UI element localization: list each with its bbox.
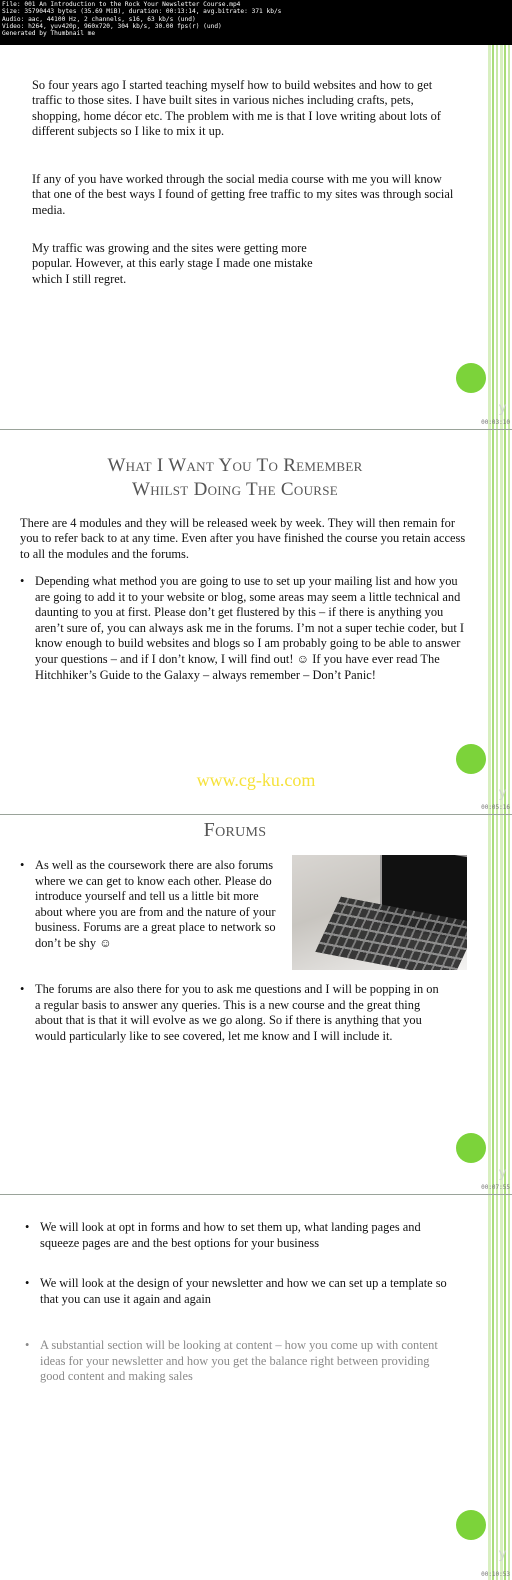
slide-title: Forums xyxy=(203,819,267,841)
bullet-marker: • xyxy=(25,1338,30,1352)
bullet-text: Depending what method you are going to use to set up your mailing list and how you are going to add it to your website or blog, some areas may seem a little technical and daunting to you at first. Please don’t get flustered by this – if there is anything you aren’t sure of, you can always ask me in the forums. I’m not a super techie coder, but I know enough to build websites and blogs so I am probably going to be able to answer your questions – and if I don’t know, I will find out! ☺ If you have ever read The Hitchhiker’s Guide to the Galaxy – always remember – Don’t Panic! xyxy=(35,574,465,682)
slide-green-dot xyxy=(456,1510,486,1540)
bullet-marker: • xyxy=(25,1276,30,1290)
bullet-text: The forums are also there for you to ask me questions and I will be popping in on a regular basis to answer any queries. This is a new course and the great thing about that is that it will evolve as we go along. So if there is anything that you would particularly like to see covered, let me know and I will include it. xyxy=(35,982,439,1043)
slide-bullet xyxy=(25,1276,457,1307)
slide-bullet xyxy=(20,574,470,683)
bullet-text: We will look at opt in forms and how to set them up, what landing pages and squeeze pages are and the best options for your business xyxy=(40,1220,421,1250)
frame-timestamp: 00:07:55 xyxy=(481,1184,510,1191)
slide-green-dot xyxy=(456,363,486,393)
video-info-header xyxy=(0,0,512,45)
logo-watermark: y xyxy=(499,1164,506,1180)
header-line: File: 001 An Introduction to the Rock Your Newsletter Course.mp4 xyxy=(2,1,241,8)
slide-green-dot xyxy=(456,1133,486,1163)
slide-bullet xyxy=(20,858,282,952)
slide-bullet xyxy=(20,982,440,1044)
slide-paragraph: So four years ago I started teaching myself how to build websites and how to get traffic to those sites. I have built sites in various niches including crafts, pets, shopping, home décor etc. The problem with me is that I love writing about lots of different subjects so I like to mix it up. xyxy=(32,78,441,139)
slide-frame-2 xyxy=(0,430,512,815)
slide-decoration-stripes xyxy=(488,1195,512,1580)
slide-title-line-1: What I Want You To Remember xyxy=(107,455,363,476)
slide-intro: There are 4 modules and they will be released week by week. They will then remain for you to refer back to at any time. Even after you have finished the course you retain access to all the modules and the forums. xyxy=(20,516,466,561)
frame-timestamp: 00:05:16 xyxy=(481,804,510,811)
slide-decoration-stripes xyxy=(488,815,512,1194)
header-line: Video: h264, yuv420p, 960x720, 304 kb/s, 30.00 fps(r) (und) xyxy=(2,22,222,30)
slide-decoration-stripes xyxy=(488,45,512,429)
website-watermark: www.cg-ku.com xyxy=(196,770,316,790)
slide-frame-4 xyxy=(0,1195,512,1580)
bullet-text: We will look at the design of your newsletter and how we can set up a template so that you can use it again and again xyxy=(40,1276,447,1306)
logo-watermark: y xyxy=(499,784,506,800)
logo-watermark: y xyxy=(499,1545,506,1561)
logo-watermark: y xyxy=(499,399,506,415)
slide-paragraph: If any of you have worked through the social media course with me you will know that one of the best ways I found of getting free traffic to my sites was through social media. xyxy=(32,172,454,217)
laptop-image xyxy=(292,855,467,970)
bullet-marker: • xyxy=(20,982,25,996)
bullet-marker: • xyxy=(25,1220,30,1234)
frame-timestamp: 00:10:53 xyxy=(481,1571,510,1578)
frame-timestamp: 00:03:10 xyxy=(481,419,510,426)
bullet-marker: • xyxy=(20,858,25,872)
slide-frame-1 xyxy=(0,45,512,430)
header-line: Generated by Thumbnail me xyxy=(2,30,96,38)
slide-decoration-stripes xyxy=(488,430,512,814)
header-line: Audio: aac, 44100 Hz, 2 channels, s16, 63 kb/s (und) xyxy=(2,15,196,23)
slide-bullet xyxy=(25,1220,457,1251)
slide-bullet-dimmed xyxy=(25,1338,457,1385)
slide-paragraph: My traffic was growing and the sites were getting more popular. However, at this early stage I made one mistake which I still regret. xyxy=(32,241,313,286)
bullet-text: A substantial section will be looking at content – how you come up with content ideas for your newsletter and how you get the balance right between providing good content and making sales xyxy=(40,1338,438,1384)
slide-frame-3 xyxy=(0,815,512,1195)
header-line: Size: 35790443 bytes (35.69 MiB), duration: 00:13:14, avg.bitrate: 371 kb/s xyxy=(2,8,282,16)
slide-title-line-2: Whilst Doing The Course xyxy=(131,479,338,500)
bullet-marker: • xyxy=(20,574,25,588)
bullet-text: As well as the coursework there are also forums where we can get to know each other. Please do introduce yourself and tell us a little bit more about where you are from and the nature of your business. Forums are a great place to network so don’t be shy ☺ xyxy=(35,858,276,950)
